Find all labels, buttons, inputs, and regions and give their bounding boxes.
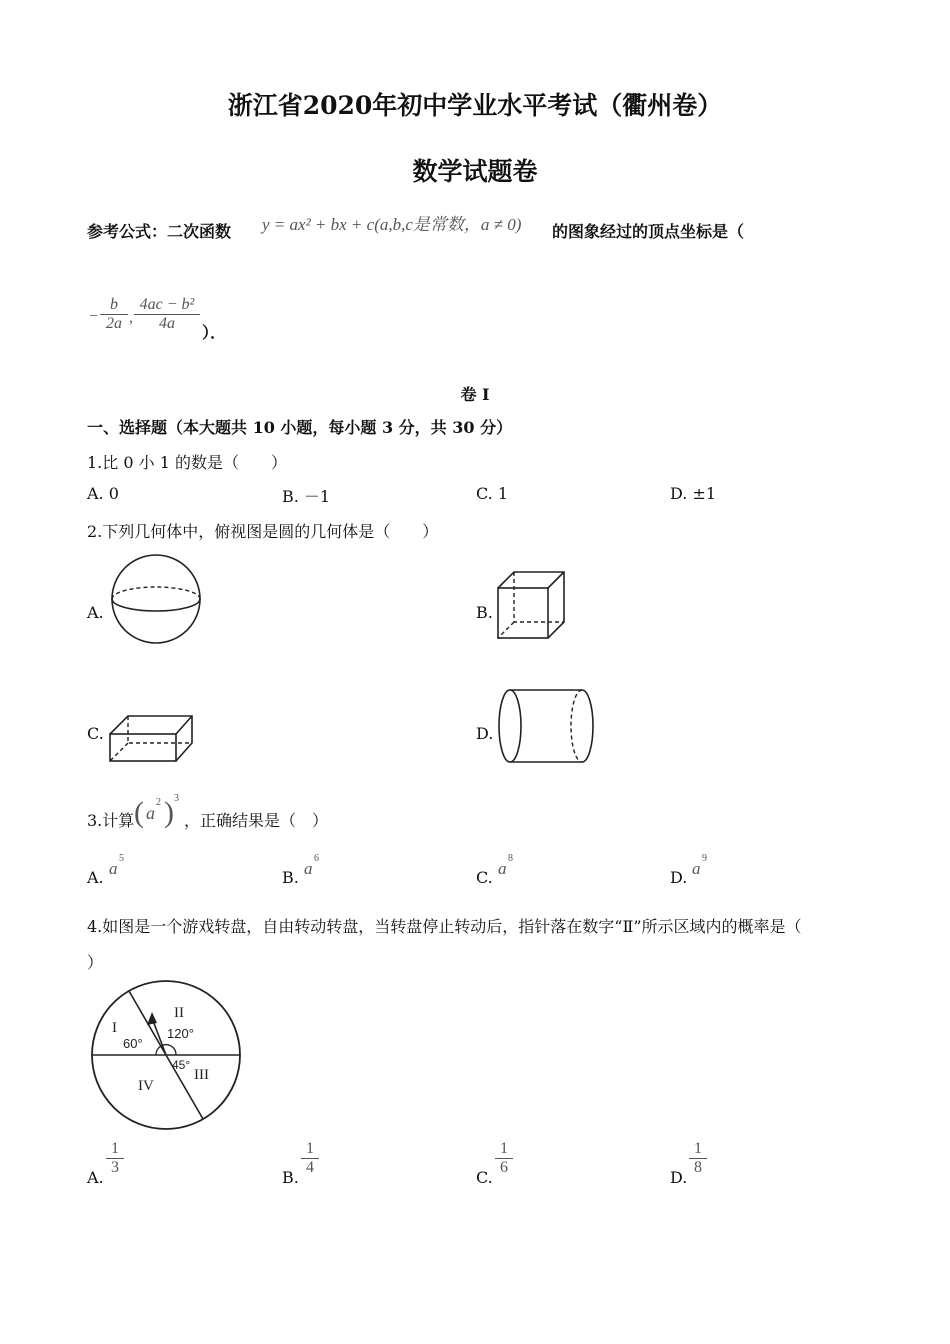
- q4-c-numerator: 1: [500, 1140, 508, 1157]
- inner-exponent: 2: [156, 797, 161, 808]
- q2-option-d: D.: [476, 724, 494, 743]
- q4-option-b: B.: [282, 1168, 299, 1187]
- q3-option-c: C.: [476, 868, 493, 887]
- outer-exponent: 3: [174, 793, 179, 804]
- q4-option-d: D.: [670, 1168, 688, 1187]
- q2-option-b: B.: [476, 603, 493, 622]
- q4-option-c: C.: [476, 1168, 493, 1187]
- q3-a-exp: 5: [119, 853, 124, 864]
- q3-a-base: a: [109, 859, 118, 878]
- reference-formula: y = ax² + bx + c(a,b,c是常数，a ≠ 0): [262, 215, 522, 234]
- open-paren: (: [134, 796, 144, 829]
- reference-prefix: 参考公式：二次函数: [87, 222, 232, 241]
- q4-a-fraction: [106, 1140, 124, 1177]
- cube-figure: [494, 568, 570, 644]
- q1-option-a: A. 0: [87, 484, 119, 503]
- vertex-comma: ,: [129, 309, 133, 326]
- reference-suffix: 的图象经过的顶点坐标是（: [552, 222, 745, 241]
- angle-label-60: 60°: [123, 1036, 143, 1051]
- q4-a-denominator: 3: [111, 1159, 119, 1176]
- cylinder-figure: [496, 686, 598, 766]
- q2-option-a: A.: [87, 603, 104, 622]
- vertex-x-fraction: [100, 296, 128, 333]
- q4-b-numerator: 1: [306, 1140, 314, 1157]
- question-4-stem-line2: ）: [87, 953, 104, 972]
- volume-label: 卷 I: [460, 385, 490, 404]
- neg-sign: −: [89, 308, 99, 325]
- q3-b-base: a: [304, 859, 313, 878]
- exam-title: 浙江省2020年初中学业水平考试（衢州卷）: [227, 91, 723, 120]
- q2-option-c: C.: [87, 724, 104, 743]
- question-1-stem: 1.比 0 小 1 的数是（ ）: [87, 453, 287, 472]
- region-label-iv: IV: [138, 1078, 154, 1094]
- question-3-prefix: 3.计算: [87, 811, 135, 830]
- sphere-figure: [108, 552, 204, 644]
- q4-c-fraction: [495, 1140, 513, 1177]
- q1-option-b: B. －1: [282, 487, 331, 506]
- vertex-close: ）．: [202, 323, 227, 342]
- q4-d-numerator: 1: [694, 1140, 702, 1157]
- vertex-x-denominator: 2a: [106, 315, 122, 332]
- question-2-stem: 2.下列几何体中，俯视图是圆的几何体是（ ）: [87, 522, 439, 541]
- region-label-iii: III: [194, 1067, 209, 1083]
- q3-b-exp: 6: [314, 853, 319, 864]
- angle-label-45: 45°: [172, 1058, 191, 1072]
- q1-option-c: C. 1: [476, 484, 509, 503]
- exam-subtitle: 数学试题卷: [412, 157, 538, 186]
- q1-option-d: D. ±1: [670, 484, 717, 503]
- q3-d-base: a: [692, 859, 701, 878]
- vertex-y-fraction: [134, 296, 200, 333]
- q3-option-d: D.: [670, 868, 688, 887]
- question-3-suffix: ，正确结果是（ ）: [184, 811, 329, 830]
- q3-d-exp: 9: [702, 853, 707, 864]
- section-heading: 一、选择题（本大题共 10 小题，每小题 3 分，共 30 分）: [87, 418, 513, 437]
- q4-c-denominator: 6: [500, 1159, 508, 1176]
- q4-a-numerator: 1: [111, 1140, 119, 1157]
- q4-option-a: A.: [87, 1168, 104, 1187]
- cuboid-figure: [106, 712, 196, 766]
- q3-option-b: B.: [282, 868, 299, 887]
- q4-d-fraction: [689, 1140, 707, 1177]
- q3-c-exp: 8: [508, 853, 513, 864]
- q4-d-denominator: 8: [694, 1159, 702, 1176]
- vertex-x-numerator: b: [110, 296, 118, 313]
- q3-option-a: A.: [87, 868, 104, 887]
- pointer-arrowhead: [147, 1012, 157, 1025]
- angle-arc-60: [156, 1046, 161, 1055]
- spinner-figure: [86, 980, 246, 1130]
- q3-c-base: a: [498, 859, 507, 878]
- angle-label-120: 120°: [167, 1026, 194, 1041]
- region-label-i: I: [112, 1020, 117, 1036]
- q4-b-fraction: [301, 1140, 319, 1177]
- vertex-y-numerator: 4ac − b²: [139, 296, 195, 313]
- vertex-y-denominator: 4a: [159, 315, 175, 332]
- power-base: a: [146, 803, 155, 823]
- close-paren: ): [164, 796, 174, 829]
- question-4-stem-line1: 4.如图是一个游戏转盘，自由转动转盘，当转盘停止转动后，指针落在数字“Ⅱ”所示区域内的概率是（: [87, 917, 802, 936]
- region-label-ii: II: [174, 1005, 184, 1021]
- q4-b-denominator: 4: [306, 1159, 314, 1176]
